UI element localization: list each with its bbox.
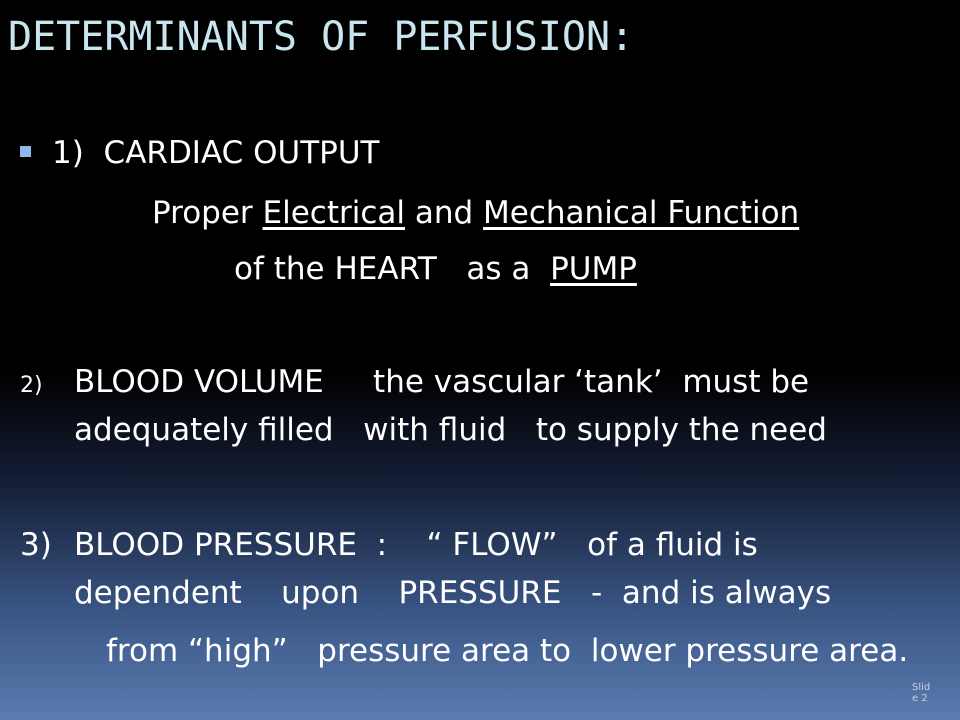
slide-title: DETERMINANTS OF PERFUSION:: [8, 14, 635, 60]
text-span: of the HEART as a: [234, 251, 551, 287]
item-3-number: 3): [20, 527, 52, 563]
underlined-mechanical-function: Mechanical Function: [483, 195, 800, 231]
item-1-heading-line: [52, 133, 379, 173]
underlined-electrical: Electrical: [262, 195, 406, 231]
item-1-line-2: [152, 193, 799, 233]
item-2-number: [20, 362, 43, 406]
item-3-line-3: from “high” pressure area to lower pressure area.: [106, 633, 909, 669]
item-1-line-3: [234, 249, 637, 289]
item-2-line-1: BLOOD VOLUME the vascular ‘tank’ must be: [74, 364, 810, 400]
text-span: and: [405, 195, 484, 231]
item-3-line-1: BLOOD PRESSURE : “ FLOW” of a fluid is: [74, 527, 758, 563]
item-3-line-2: dependent upon PRESSURE - and is always: [74, 575, 832, 611]
item-2-number-text: 2): [20, 373, 43, 398]
text-span: Proper: [152, 195, 263, 231]
item-1-heading: CARDIAC OUTPUT: [103, 135, 380, 171]
item-1-number: 1): [52, 135, 84, 171]
underlined-pump: PUMP: [550, 251, 637, 287]
slide-number: Slide 2: [912, 682, 931, 704]
item-2-line-2: adequately filled with fluid to supply the need: [74, 412, 827, 448]
square-bullet-icon: [20, 146, 31, 157]
